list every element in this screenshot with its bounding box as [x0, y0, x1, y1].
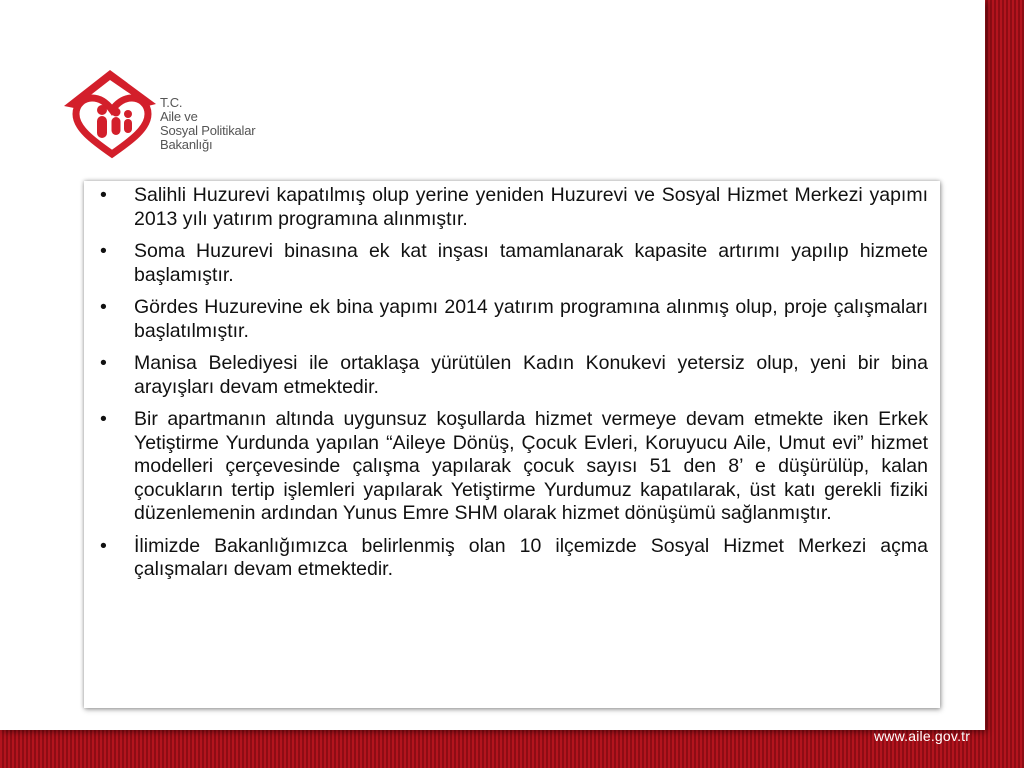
ministry-name — [160, 96, 255, 152]
list-item-text: Manisa Belediyesi ile ortaklaşa yürütülen Kadın Konukevi yetersiz olup, yeni bir bina arayışları devam etmektedir. — [134, 352, 928, 398]
list-item-text: Gördes Huzurevine ek bina yapımı 2014 yatırım programına alınmış olup, proje çalışmaları başlatılmıştır. — [134, 296, 928, 342]
list-item-text: İlimizde Bakanlığımızca belirlenmiş olan 10 ilçemizde Sosyal Hizmet Merkezi açma çalışmaları devam etmektedir. — [134, 534, 928, 580]
list-item-text: Bir apartmanın altında uygunsuz koşullarda hizmet vermeye devam etmekte iken Erkek Yetiştirme Yurdunda yapılan “Aileye Dönüş, Çocuk Evleri, Koruyucu Aile, Umut evi” hizmet modelleri çerçevesinde çalışma yapılarak çocuk sayısı 51 den 8’ e düşürülüp, kalan çocukların tertip işlemleri yapılarak Yetiştirme Yurdumuz kapatılarak, üst katı gerekli fiziki düzenlemenin ardından Yunus Emre SHM olarak hizmet dönüşümü sağlanmıştır. — [134, 408, 928, 524]
list-item-text: Soma Huzurevi binasına ek kat inşası tamamlanarak kapasite artırımı yapılıp hizmete başlamıştır. — [134, 240, 928, 286]
bullet-list — [100, 184, 928, 582]
logo-line: Aile ve — [160, 109, 198, 124]
bullet-icon: • — [100, 184, 107, 206]
list-item-text: Salihli Huzurevi kapatılmış olup yerine yeniden Huzurevi ve Sosyal Hizmet Merkezi yapımı 2013 yılı yatırım programına alınmıştır. — [134, 184, 928, 230]
bullet-icon: • — [100, 408, 107, 430]
list-item — [100, 296, 928, 343]
bullet-icon: • — [100, 240, 107, 262]
list-item — [100, 184, 928, 231]
logo-line: Sosyal Politikalar — [160, 123, 256, 138]
bullet-icon: • — [100, 352, 107, 374]
bullet-icon: • — [100, 296, 107, 318]
footer-website-link[interactable]: www.aile.gov.tr — [874, 728, 971, 744]
logo-line: Bakanlığı — [160, 137, 213, 152]
family-house-logo-icon — [62, 66, 162, 162]
ministry-logo — [62, 66, 282, 166]
list-item — [100, 240, 928, 287]
content-box — [84, 181, 940, 708]
list-item — [100, 352, 928, 399]
logo-line: T.C. — [160, 95, 183, 110]
list-item — [100, 534, 928, 582]
bullet-icon: • — [100, 534, 107, 557]
list-item — [100, 408, 928, 526]
